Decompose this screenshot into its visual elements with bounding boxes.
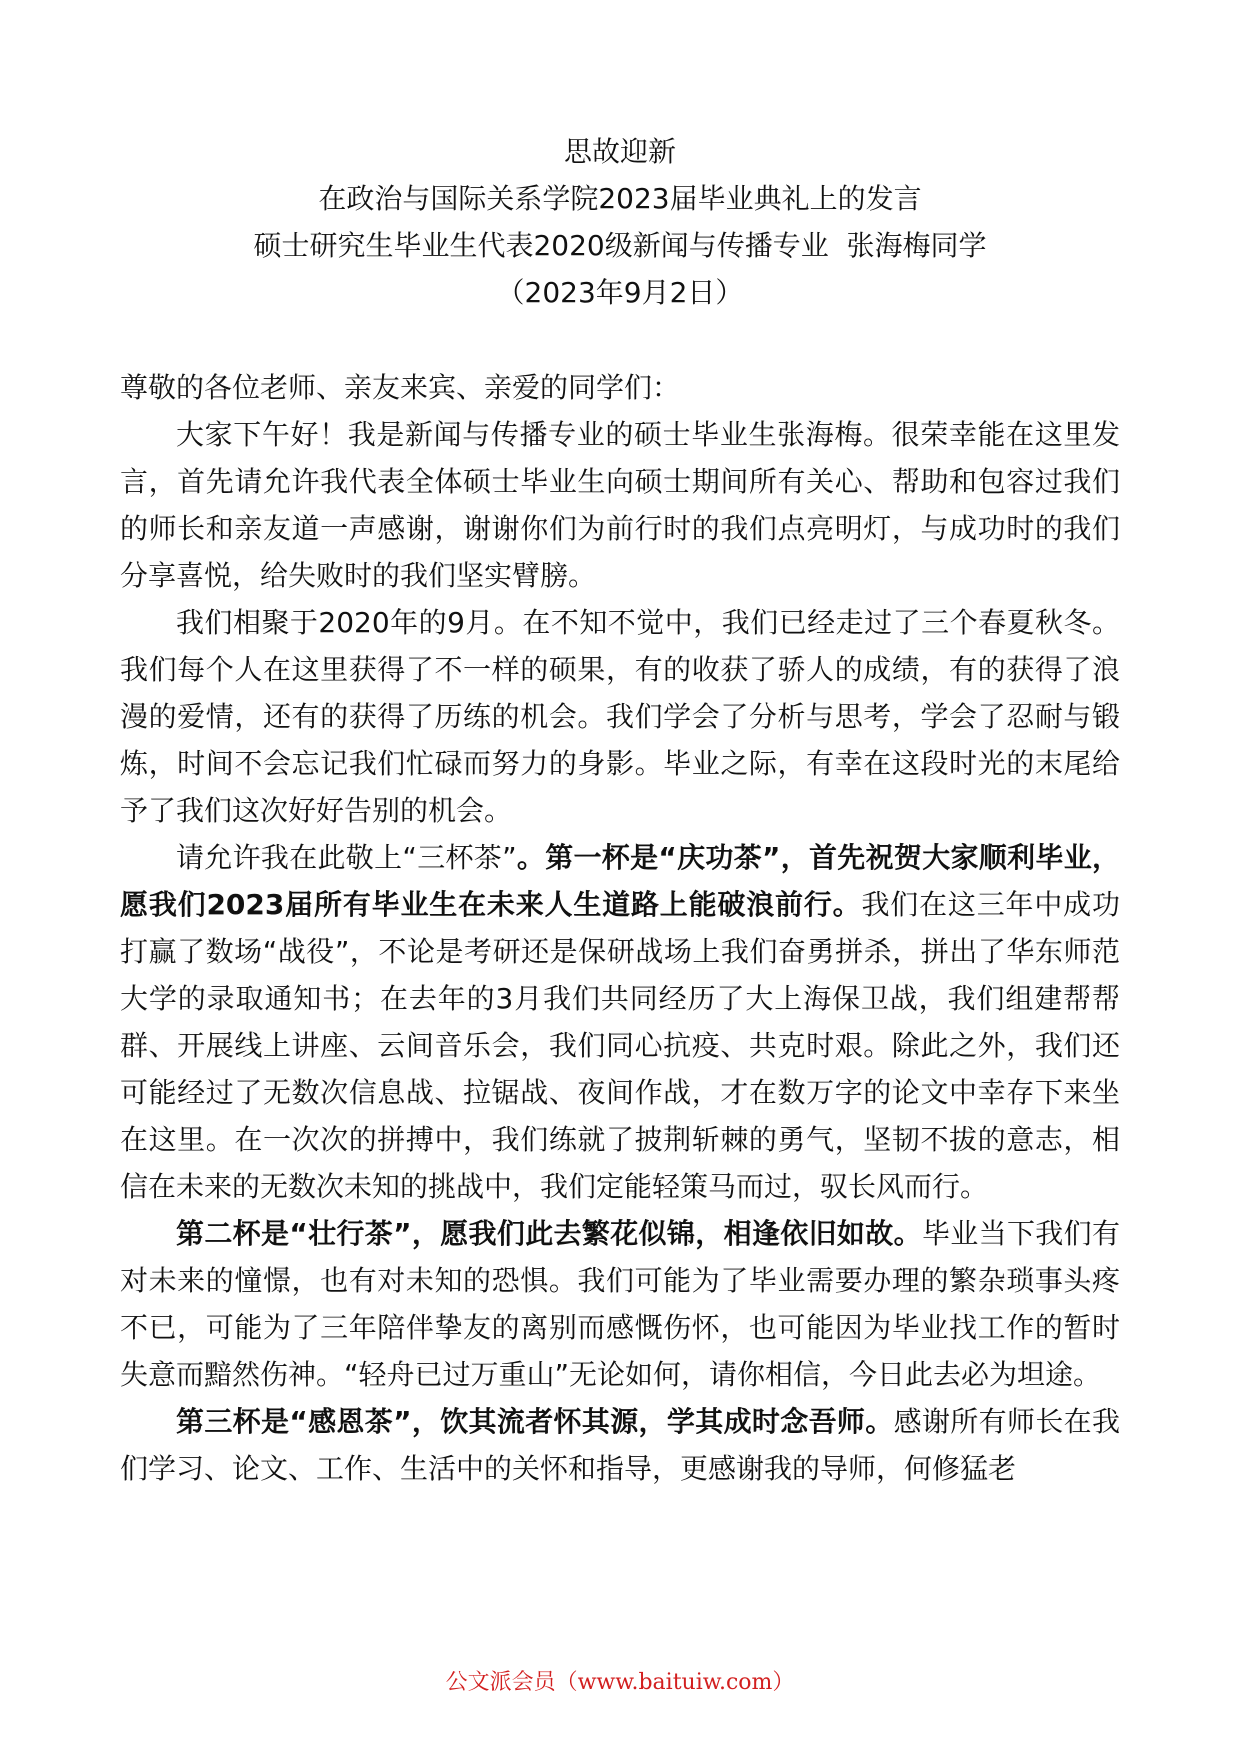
document-subtitle: 在政治与国际关系学院2023届毕业典礼上的发言 — [318, 182, 922, 215]
speech-body — [120, 364, 1120, 1492]
paragraph-4-bold: 第二杯是“壮行茶”，愿我们此去繁花似锦，相逢依旧如故。 — [176, 1217, 922, 1250]
paragraph-5-bold: 第三杯是“感恩茶”，饮其流者怀其源，学其成时念吾师。 — [176, 1405, 894, 1438]
speaker-line: 硕士研究生毕业生代表2020级新闻与传播专业 张海梅同学 — [253, 229, 987, 262]
watermark-footer: 公文派会员（www.baituiw.com） — [445, 1670, 795, 1695]
paragraph-1: 大家下午好！我是新闻与传播专业的硕士毕业生张海梅。很荣幸能在这里发言，首先请允许我代表全体硕士毕业生向硕士期间所有关心、帮助和包容过我们的师长和亲友道一声感谢，谢谢你们为前行时的我们点亮明灯，与成功时的我们分享喜悦，给失败时的我们坚实臂膀。 — [120, 418, 1120, 592]
speech-date: （2023年9月2日） — [496, 276, 744, 309]
paragraph-3-lead: 请允许我在此敬上“三杯茶” — [176, 841, 517, 874]
document-title: 思故迎新 — [563, 135, 676, 168]
document-header — [0, 128, 1240, 316]
paragraph-4 — [120, 1210, 1120, 1398]
paragraph-5 — [120, 1398, 1120, 1492]
paragraph-4-rest: 毕业当下我们有对未来的憧憬，也有对未知的恐惧。我们可能为了毕业需要办理的繁杂琐事头疼不已，可能为了三年陪伴挚友的离别而感慨伤怀，也可能因为毕业找工作的暂时失意而黯然伤神。“轻舟已过万重山”无论如何，请你相信，今日此去必为坦途。 — [120, 1217, 1120, 1391]
paragraph-5-rest: 感谢所有师长在我们学习、论文、工作、生活中的关怀和指导，更感谢我的导师，何修猛老 — [120, 1405, 1120, 1485]
paragraph-3 — [120, 834, 1120, 1210]
paragraph-2: 我们相聚于2020年的9月。在不知不觉中，我们已经走过了三个春夏秋冬。我们每个人在这里获得了不一样的硕果，有的收获了骄人的成绩，有的获得了浪漫的爱情，还有的获得了历练的机会。我们学会了分析与思考，学会了忍耐与锻炼，时间不会忘记我们忙碌而努力的身影。毕业之际，有幸在这段时光的末尾给予了我们这次好好告别的机会。 — [120, 606, 1120, 827]
paragraph-3-bold: 。第一杯是“庆功茶”，首先祝贺大家顺利毕业，愿我们2023届所有毕业生在未来人生道路上能破浪前行。 — [120, 841, 1120, 921]
paragraph-3-rest: 我们在这三年中成功打赢了数场“战役”，不论是考研还是保研战场上我们奋勇拼杀，拼出了华东师范大学的录取通知书；在去年的3月我们共同经历了大上海保卫战，我们组建帮帮群、开展线上讲座、云间音乐会，我们同心抗疫、共克时艰。除此之外，我们还可能经过了无数次信息战、拉锯战、夜间作战，才在数万字的论文中幸存下来坐在这里。在一次次的拼搏中，我们练就了披荆斩棘的勇气，坚韧不拔的意志，相信在未来的无数次未知的挑战中，我们定能轻策马而过，驭长风而行。 — [120, 888, 1120, 1203]
salutation: 尊敬的各位老师、亲友来宾、亲爱的同学们： — [120, 371, 681, 404]
